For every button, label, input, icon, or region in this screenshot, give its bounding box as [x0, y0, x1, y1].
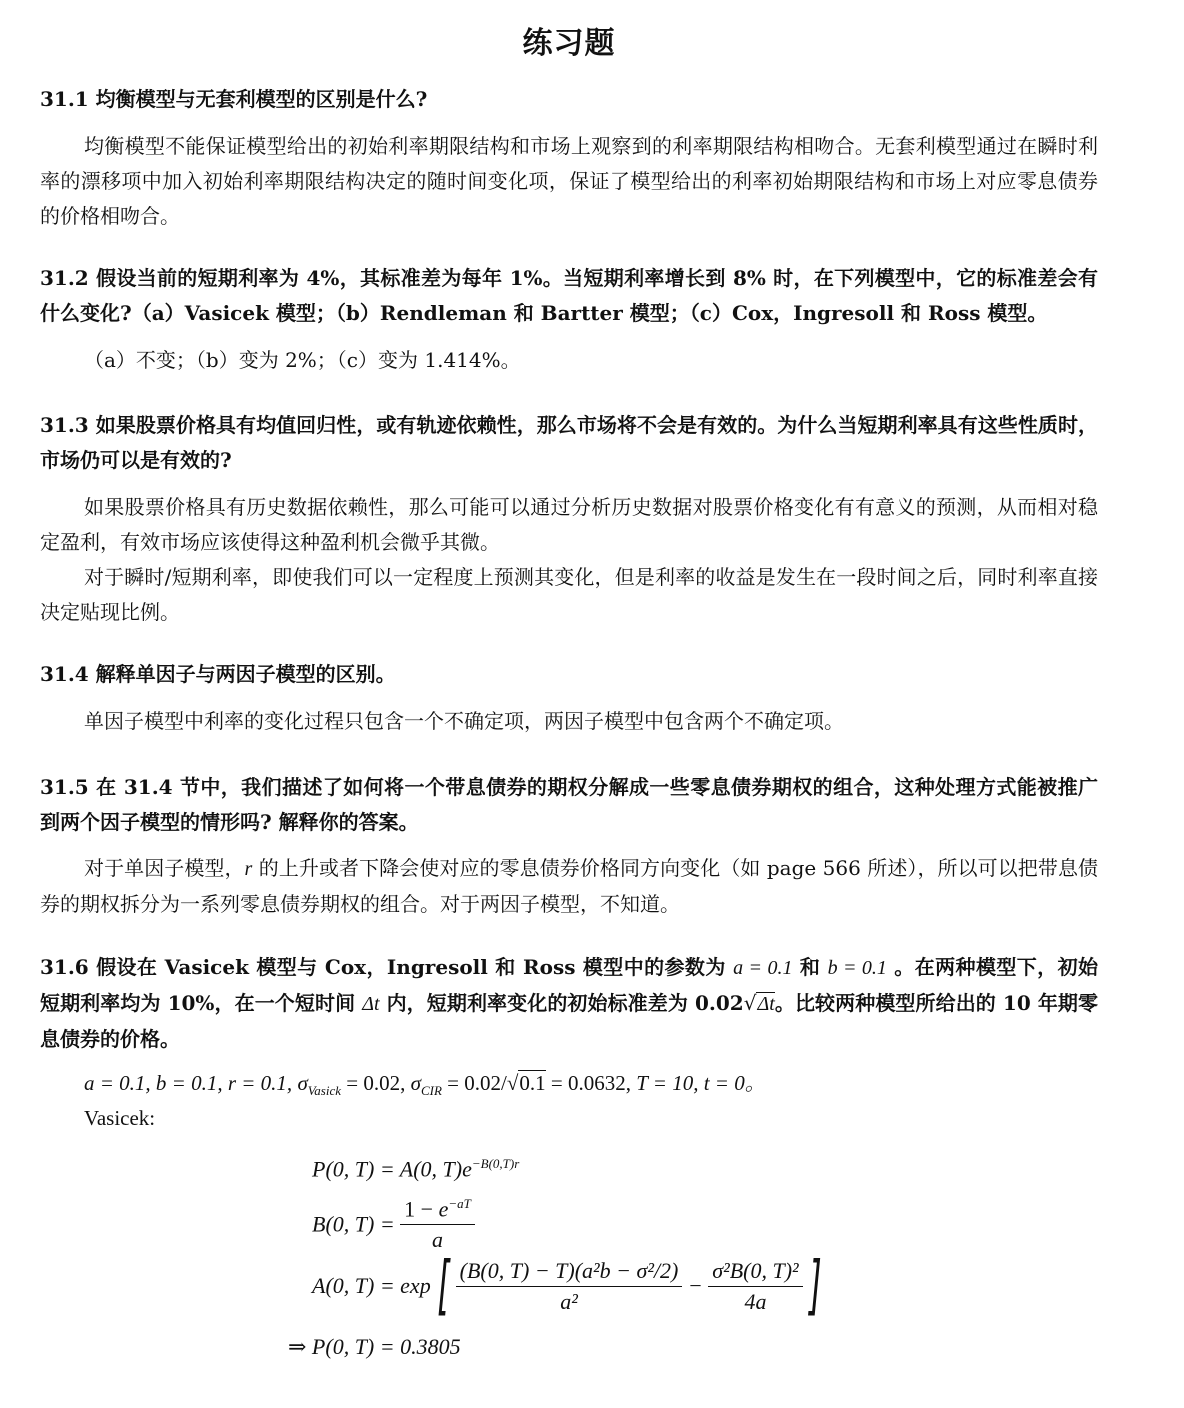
denominator: a	[432, 1227, 444, 1253]
page-title: 练习题	[522, 26, 616, 61]
param-sigma-vasick	[297, 1071, 406, 1099]
denominator: a²	[560, 1288, 578, 1314]
value: = 0.02,	[341, 1071, 406, 1095]
math-sqrt-dt: Δt	[757, 993, 775, 1015]
eq-superscript: −aT	[448, 1196, 471, 1211]
math-variable: r	[244, 858, 253, 880]
math-a: a = 0.1	[733, 957, 793, 979]
fraction	[400, 1196, 475, 1253]
param-t: t = 0。	[703, 1071, 766, 1095]
vasicek-label: Vasicek:	[84, 1106, 156, 1130]
answer-31-1: 均衡模型不能保证模型给出的初始利率期限结构和市场上观察到的利率期限结构相吻合。无套利模型通过在瞬时利率的漂移项中加入初始利率期限结构决定的随时间变化项，保证了模型给出的利率初始期限结构和市场上对应零息债券的价格相吻合。	[40, 134, 1098, 228]
param-a: a = 0.1,	[84, 1071, 151, 1095]
question-text: 。在两种模型下，初始短期利率均为 10%，在一个短时间	[40, 955, 1099, 1015]
result-line: ⇒ P(0, T) = 0.3805	[288, 1334, 461, 1359]
equation-B	[312, 1196, 475, 1253]
equation-price	[312, 1156, 519, 1182]
value: = 0.0632,	[545, 1071, 631, 1095]
question-31-1: 31.1 均衡模型与无套利模型的区别是什么?	[40, 87, 428, 111]
eq-text: A(0, T) = exp	[312, 1273, 431, 1298]
numerator: (B(0, T) − T)(a²b − σ²/2)	[456, 1258, 683, 1287]
question-31-5: 31.5 在 31.4 节中，我们描述了如何将一个带息债券的期权分解成一些零息债券期权的组合，这种处理方式能被推广到两个因子模型的情形吗? 解释你的答案。	[40, 775, 1098, 834]
eq-text: B(0, T) =	[312, 1211, 395, 1237]
sqrt-sign: √	[743, 991, 757, 1015]
question-31-6	[40, 950, 1098, 1057]
question-text: 和	[792, 955, 828, 979]
question-text: 。比较两种模型所给出的 10 年期零息债券的价格。	[40, 991, 1099, 1051]
value: = 0.02/	[441, 1071, 507, 1095]
numerator: $1 - e^{-aT}$	[400, 1196, 475, 1225]
denominator: 4a	[744, 1288, 767, 1314]
subscript: Vasick	[307, 1083, 342, 1099]
answer-31-4: 单因子模型中利率的变化过程只包含一个不确定项，两因子模型中包含两个不确定项。	[84, 709, 844, 733]
param-r: r = 0.1,	[227, 1071, 293, 1095]
param-b: b = 0.1,	[155, 1071, 223, 1095]
answer-31-5	[40, 851, 1098, 922]
fraction	[708, 1258, 802, 1315]
numerator: σ²B(0, T)²	[708, 1258, 802, 1287]
subscript: CIR	[420, 1083, 442, 1099]
question-text: 31.6 假设在 Vasicek 模型与 Cox，Ingresoll 和 Ross 模型中的参数为	[40, 955, 734, 979]
param-sigma-cir	[410, 1071, 631, 1099]
minus: −	[687, 1273, 703, 1298]
math-dt: Δt	[362, 993, 380, 1015]
eq-text: P(0, T) = A(0, T)e	[312, 1156, 472, 1182]
question-31-2: 31.2 假设当前的短期利率为 4%，其标准差为每年 1%。当短期利率增长到 8% 时，在下列模型中，它的标准差会有什么变化?（a）Vasicek 模型；（b）Rendleman 和 Bartter 模型；（c）Cox，Ingresoll 和 Ross 模型。	[40, 266, 1098, 325]
answer-31-3-para-2: 对于瞬时/短期利率，即使我们可以一定程度上预测其变化，但是利率的收益是发生在一段时间之后，同时利率直接决定贴现比例。	[40, 565, 1098, 624]
fraction	[456, 1258, 683, 1315]
sigma-symbol: σ	[297, 1071, 308, 1095]
value: 0.1	[519, 1071, 546, 1095]
sqrt-sign: √	[506, 1071, 519, 1095]
param-T: T = 10,	[636, 1071, 699, 1095]
question-text: 内，短期利率变化的初始标准差为 0.02	[379, 991, 744, 1015]
math-b: b = 0.1	[827, 957, 887, 979]
equation-A	[312, 1249, 828, 1323]
answer-31-3-para-1: 如果股票价格具有历史数据依赖性，那么可能可以通过分析历史数据对股票价格变化有有意义的预测，从而相对稳定盈利，有效市场应该使得这种盈利机会微乎其微。	[40, 495, 1098, 554]
question-31-3: 31.3 如果股票价格具有均值回归性，或有轨迹依赖性，那么市场将不会是有效的。为什么当短期利率具有这些性质时，市场仍可以是有效的?	[40, 413, 1098, 472]
left-bracket: [	[436, 1249, 450, 1323]
answer-text: 的上升或者下降会使对应的零息债券价格同方向变化（如 page 566 所述），所以可以把带息债券的期权拆分为一系列零息债券期权的组合。对于两因子模型，不知道。	[40, 856, 1099, 916]
eq-superscript: −B(0,T)r	[471, 1156, 520, 1171]
sigma-symbol: σ	[410, 1071, 421, 1095]
right-bracket: ]	[808, 1249, 822, 1323]
question-31-4: 31.4 解释单因子与两因子模型的区别。	[40, 662, 396, 686]
answer-text: 对于单因子模型，	[84, 856, 245, 880]
answer-31-2: （a）不变；（b）变为 2%；（c）变为 1.414%。	[84, 348, 521, 372]
